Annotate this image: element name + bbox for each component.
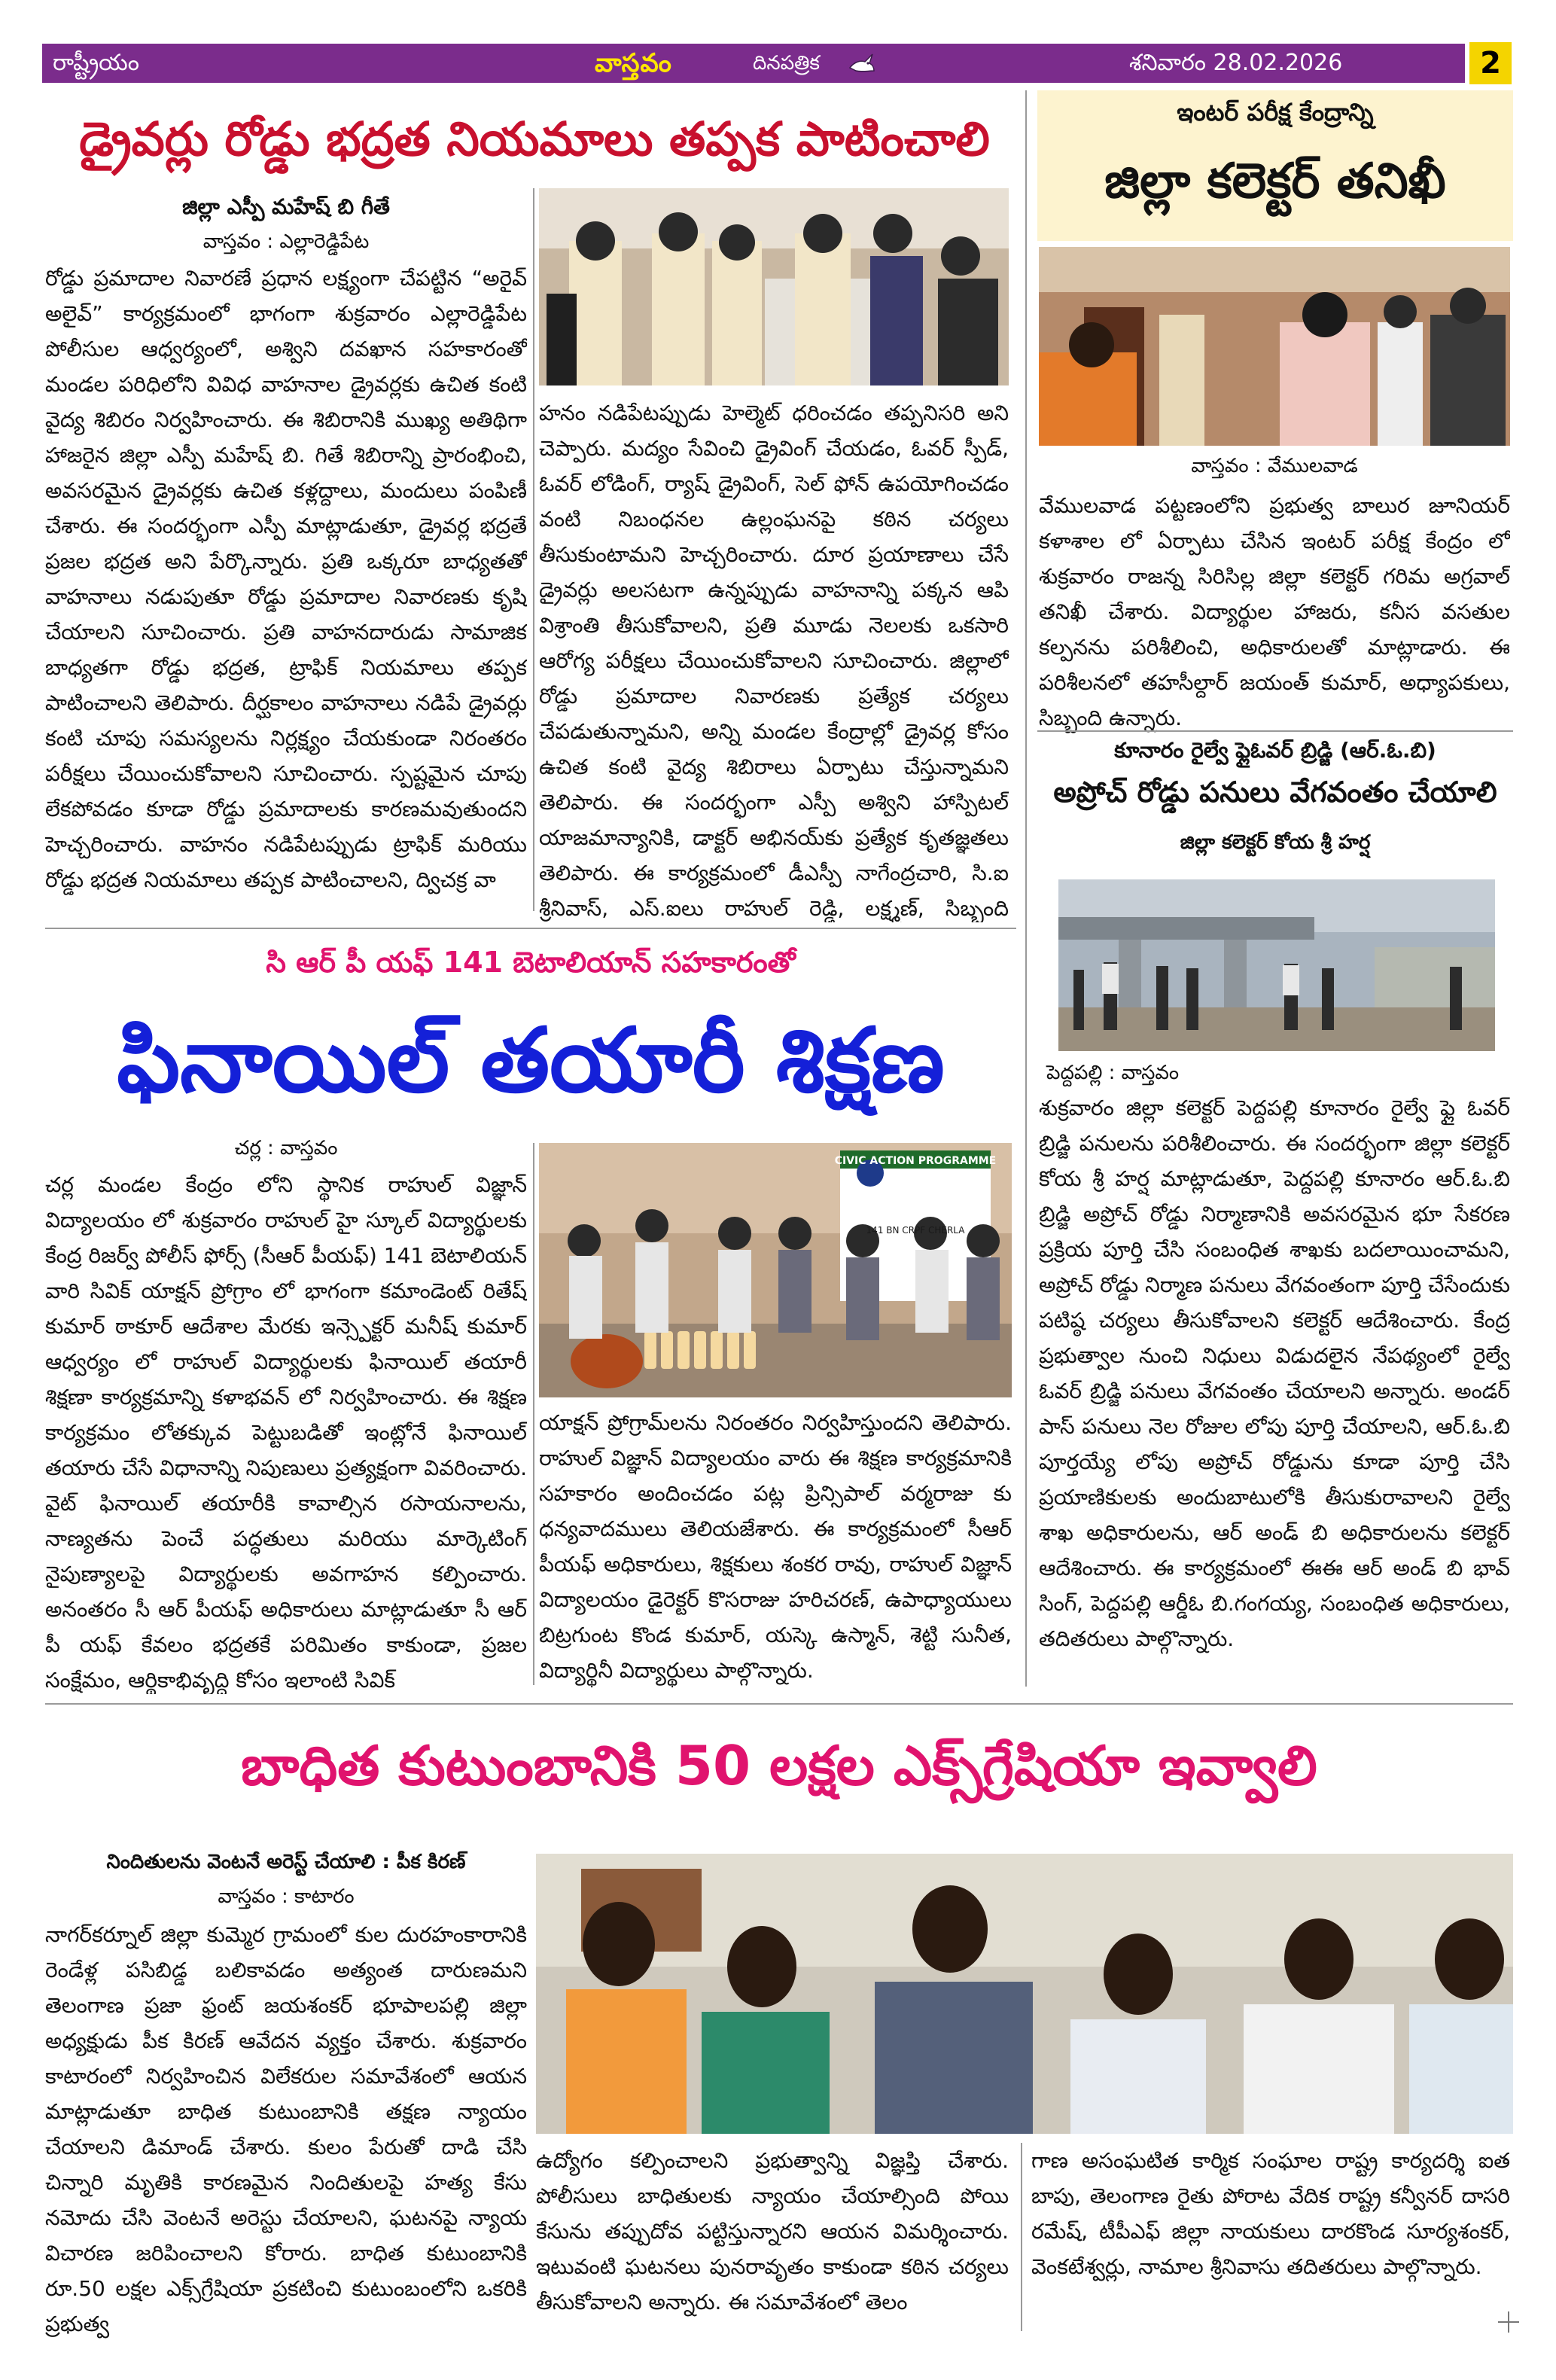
article2-dateline: వాస్తవం : వేములవాడ bbox=[1191, 455, 1358, 477]
article5-headline: బాధిత కుటుంబానికి 50 లక్షల ఎక్స్‌గ్రేషియా ఇవ్వాలి bbox=[241, 1734, 1317, 1797]
article3-dateline: పెద్దపల్లి : వాస్తవం bbox=[1046, 1062, 1180, 1084]
article3-body: శుక్రవారం జిల్లా కలెక్టర్ పెద్దపల్లి కూనారం రైల్వే ఫ్లై ఓవర్ బ్రిడ్జి పనులను పరిశీలించారు. ఈ సందర్భంగా జిల్లా కలెక్టర్ కోయ శ్రీ హర్ష మాట్లాడుతూ, పెద్దపల్లి కూనారం ఆర్.ఓ.బి బ్రిడ్జి అప్రోచ్ రోడ్డు నిర్మాణానికి అవసరమైన భూ సేకరణ ప్రక్రియ పూర్తి చేసి సంబంధిత శాఖకు బదలాయించామని, అప్రోచ్ రోడ్డు నిర్మాణ పనులు వేగవంతంగా పూర్తి చేసేందుకు పటిష్ఠ చర్యలు తీసుకోవాలని కలెక్టర్ ఆదేశించారు. కేంద్ర ప్రభుత్వాల నుంచి నిధులు విడుదలైన నేపథ్యంలో రైల్వే ఓవర్ బ్రిడ్జి పనులు వేగవంతం చేయాలని అన్నారు. అండర్ పాస్ పనులు నెల రోజుల లోపు పూర్తి చేయాలని, ఆర్.ఓ.బి పూర్తయ్యే లోపు అప్రోచ్ రోడ్డును కూడా పూర్తి చేసి ప్రయాణికులకు అందుబాటులోకి తీసుకురావాలని రైల్వే శాఖ అధికారులను, ఆర్ అండ్ బి అధికారులను కలెక్టర్ ఆదేశించారు. ఈ కార్యక్రమంలో ఈఈ ఆర్ అండ్ బి భావ్ సింగ్, పెద్దపల్లి ఆర్డీఓ బి.గంగయ్య, సంబంధిత అధికారులు, తదితరులు పాల్గొన్నారు. bbox=[1039, 1096, 1510, 1651]
article2-headline: జిల్లా కలెక్టర్ తనిఖీ bbox=[1104, 154, 1446, 209]
article5-dateline: వాస్తవం : కాటారం bbox=[218, 1885, 355, 1908]
article1-body-col2: హనం నడిపేటప్పుడు హెల్మెట్ ధరించడం తప్పనిసరి అని చెప్పారు. మద్యం సేవించి డ్రైవింగ్ చేయడం, ఓవర్ స్పీడ్, ఓవర్ లోడింగ్, ర్యాష్ డ్రైవింగ్, సెల్ ఫోన్ ఉపయోగించడం వంటి నిబంధనల ఉల్లంఘనపై కఠిన చర్యలు తీసుకుంటామని హెచ్చరించారు. దూర ప్రయాణాలు చేసే డ్రైవర్లు అలసటగా ఉన్నప్పుడు వాహనాన్ని పక్కన ఆపి విశ్రాంతి తీసుకోవాలని, ప్రతి మూడు నెలలకు ఒకసారి ఆరోగ్య పరీక్షలు చేయించుకోవాలని సూచించారు. జిల్లాలో రోడ్డు ప్రమాదాల నివారణకు ప్రత్యేక చర్యలు చేపడుతున్నామని, అన్ని మండల కేంద్రాల్లో డ్రైవర్ల కోసం ఉచిత కంటి వైద్య శిబిరాలు ఏర్పాటు చేస్తున్నామని తెలిపారు. ఈ సందర్భంగా ఎస్పీ అశ్విని హాస్పిటల్ యాజమాన్యానికి, డాక్టర్ అభినయ్‌కు ప్రత్యేక కృతజ్ఞతలు తెలిపారు. ఈ కార్యక్రమంలో డీఎస్పీ నాగేంద్రచారి, సి.ఐ శ్రీనివాస్, ఎస్.ఐలు రాహుల్ రెడ్డి, లక్ష్మణ్, సిబ్బంది bbox=[539, 401, 1009, 921]
article5-photo-press-meet bbox=[536, 1854, 1513, 2134]
article5-body-col1: నాగర్‌కర్నూల్ జిల్లా కుమ్మెర గ్రామంలో కుల దురహంకారానికి రెండేళ్ల పసిబిడ్డ బలికావడం అత్యంత దారుణమని తెలంగాణ ప్రజా ఫ్రంట్ జయశంకర్ భూపాలపల్లి జిల్లా అధ్యక్షుడు పీక కిరణ్ ఆవేదన వ్యక్తం చేశారు. శుక్రవారం కాటారంలో నిర్వహించిన విలేకరుల సమావేశంలో ఆయన మాట్లాడుతూ బాధిత కుటుంబానికి తక్షణ న్యాయం చేయాలని డిమాండ్ చేశారు. కులం పేరుతో దాడి చేసి చిన్నారి మృతికి కారణమైన నిందితులపై హత్య కేసు నమోదు చేసి వెంటనే అరెస్టు చేయాలని, ఘటనపై న్యాయ విచారణ జరిపించాలని కోరారు. బాధిత కుటుంబానికి రూ.50 లక్షల ఎక్స్‌గ్రేషియా ప్రకటించి కుటుంబంలోని ఒకరికి ప్రభుత్వ bbox=[45, 1922, 527, 2336]
column-rule bbox=[533, 1143, 534, 1685]
column-rule bbox=[1025, 90, 1027, 1687]
article2-kicker: ఇంటర్ పరీక్ష కేంద్రాన్ని bbox=[1177, 98, 1374, 126]
article2-body: వేములవాడ పట్టణంలోని ప్రభుత్వ బాలుర జూనియర్ కళాశాల లో ఏర్పాటు చేసిన ఇంటర్ పరీక్ష కేంద్రం లో శుక్రవారం రాజన్న సిరిసిల్ల జిల్లా కలెక్టర్ గరిమ అగ్రవాల్ తనిఖీ చేశారు. విద్యార్థుల హాజరు, కనీస వసతుల కల్పనను పరిశీలించి, అధికారులతో మాట్లాడారు. ఈ పరిశీలనలో తహసీల్దార్ జయంత్ కుమార్, అధ్యాపకులు, సిబ్బంది ఉన్నారు. bbox=[1039, 493, 1510, 730]
article4-photo-phenyl-training bbox=[539, 1143, 1012, 1397]
column-rule bbox=[533, 188, 534, 911]
article4-kicker: సి ఆర్ పీ యఫ్ 141 బెటాలియాన్ సహకారంతో bbox=[266, 946, 796, 979]
article5-body-col2: ఉద్యోగం కల్పించాలని ప్రభుత్వాన్ని విజ్ఞప్తి చేశారు. పోలీసులు బాధితులకు న్యాయం చేయాల్సింది పోయి కేసును తప్పుదోవ పట్టిస్తున్నారని ఆయన విమర్శించారు. ఇటువంటి ఘటనలు పునరావృతం కాకుండా కఠిన చర్యలు తీసుకోవాలని అన్నారు. ఈ సమావేశంలో తెలం bbox=[536, 2148, 1009, 2314]
issue-date: శనివారం 28.02.2026 bbox=[1129, 50, 1343, 76]
article5-body-col3: గాణ అసంఘటిత కార్మిక సంఘాల రాష్ట్ర కార్యదర్శి ఐత బాపు, తెలంగాణ రైతు పోరాట వేదిక రాష్ట్ర కన్వీనర్ దాసరి రమేష్, టీపీఎఫ్ జిల్లా నాయకులు దారకొండ సూర్యశంకర్, వెంకటేశ్వర్లు, నామాల శ్రీనివాసు తదితరులు పాల్గొన్నారు. bbox=[1031, 2148, 1510, 2279]
section-rule bbox=[45, 1703, 1513, 1705]
article1-headline: డ్రైవర్లు రోడ్డు భద్రత నియమాలు తప్పక పాటించాలి bbox=[79, 111, 990, 166]
registration-mark bbox=[1498, 2311, 1519, 2333]
banner-title: CIVIC ACTION PROGRAMME bbox=[834, 1155, 997, 1167]
section-rule bbox=[45, 928, 1016, 929]
article3-kicker: కూనారం రైల్వే ఫ్లైఓవర్ బ్రిడ్జి (ఆర్.ఓ.బి) bbox=[1114, 738, 1436, 763]
article2-photo-exam-centre bbox=[1039, 247, 1510, 446]
article1-byline: జిల్లా ఎస్పీ మహేష్ బి గీతే bbox=[182, 194, 390, 219]
masthead-suffix: దినపత్రిక bbox=[753, 52, 820, 75]
dove-icon bbox=[847, 48, 877, 78]
banner-subtitle: 141 BN CRPF CHERLA bbox=[866, 1225, 965, 1236]
article4-body-col1: చర్ల మండల కేంద్రం లోని స్థానిక రాహుల్ విజ్ఞాన్ విద్యాలయం లో శుక్రవారం రాహుల్ హై స్కూల్ విద్యార్థులకు కేంద్ర రిజర్వ్ పోలీస్ ఫోర్స్ (సీఆర్ పీయఫ్) 141 బెటాలియన్ వారి సివిక్ యాక్షన్ ప్రోగ్రాం లో భాగంగా కమాండెంట్ రితేష్ కుమార్ ఠాకూర్ ఆదేశాల మేరకు ఇన్స్పెక్టర్ మనీష్ కుమార్ ఆధ్వర్యం లో రాహుల్ విద్యార్థులకు ఫినాయిల్ తయారీ శిక్షణా కార్యక్రమాన్ని కళాభవన్ లో నిర్వహించారు. ఈ శిక్షణ కార్యక్రమం లోతక్కువ పెట్టుబడితో ఇంట్లోనే ఫినాయిల్ తయారు చేసే విధానాన్ని నిపుణులు ప్రత్యక్షంగా వివరించారు. వైట్ ఫినాయిల్ తయారీకి కావాల్సిన రసాయనాలను, నాణ్యతను పెంచే పద్ధతులు మరియు మార్కెటింగ్ నైపుణ్యాలపై విద్యార్థులకు అవగాహన కల్పించారు. అనంతరం సీ ఆర్ పీయఫ్ అధికారులు మాట్లాడుతూ సీ ఆర్ పీ యఫ్ కేవలం భద్రతకే పరిమితం కాకుండా, ప్రజల సంక్షేమం, ఆర్థికాభివృద్ధి కోసం ఇలాంటి సివిక్ bbox=[45, 1172, 527, 1693]
article4-headline: ఫినాయిల్ తయారీ శిక్షణ bbox=[117, 1008, 945, 1112]
article3-byline: జిల్లా కలెక్టర్ కోయ శ్రీ హర్ష bbox=[1180, 831, 1371, 854]
article1-dateline: వాస్తవం : ఎల్లారెడ్డిపేట bbox=[202, 230, 370, 253]
article1-photo-police-eye-camp bbox=[539, 188, 1009, 385]
article3-headline: అప్రోచ్ రోడ్డు పనులు వేగవంతం చేయాలి bbox=[1053, 776, 1497, 809]
article1-body-col1: రోడ్డు ప్రమాదాల నివారణే ప్రధాన లక్ష్యంగా చేపట్టిన “అరైవ్ అలైవ్” కార్యక్రమంలో భాగంగా శుక్రవారం ఎల్లారెడ్డిపేట పోలీసుల ఆధ్వర్యంలో, అశ్విని దవఖాన సహకారంతో మండల పరిధిలోని వివిధ వాహనాల డ్రైవర్లకు ఉచిత కంటి వైద్య శిబిరం నిర్వహించారు. ఈ శిబిరానికి ముఖ్య అతిథిగా హాజరైన జిల్లా ఎస్పీ మహేష్ బి. గితే శిబిరాన్ని ప్రారంభించి, అవసరమైన డ్రైవర్లకు ఉచిత కళ్లద్దాలు, మందులు పంపిణీ చేశారు. ఈ సందర్భంగా ఎస్పీ మాట్లాడుతూ, డ్రైవర్ల భద్రతే ప్రజల భద్రత అని పేర్కొన్నారు. ప్రతి ఒక్కరూ బాధ్యతతో వాహనాలు నడుపుతూ రోడ్డు ప్రమాదాల నివారణకు కృషి చేయాలని సూచించారు. ప్రతి వాహనదారుడు సామాజిక బాధ్యతగా రోడ్డు భద్రత, ట్రాఫిక్ నియమాలు తప్పక పాటించాలని తెలిపారు. దీర్ఘకాలం వాహనాలు నడిపే డ్రైవర్లు కంటి చూపు సమస్యలను నిర్లక్ష్యం చేయకుండా నిరంతరం పరీక్షలు చేయించుకోవాలని సూచించారు. స్పష్టమైన చూపు లేకపోవడం కూడా రోడ్డు ప్రమాదాలకు కారణమవుతుందని హెచ్చరించారు. వాహనం నడిపేటప్పుడు ట్రాఫిక్ మరియు రోడ్డు భద్రత నియమాలు తప్పక పాటించాలని, ద్విచక్ర వా bbox=[45, 266, 527, 892]
article4-body-col2: యాక్షన్ ప్రోగ్రామ్‌లను నిరంతరం నిర్వహిస్తుందని తెలిపారు. రాహుల్ విజ్ఞాన్ విద్యాలయం వారు ఈ శిక్షణ కార్యక్రమానికి సహకారం అందించడం పట్ల ప్రిన్సిపాల్ వర్మరాజు కు ధన్యవాదములు తెలియజేశారు. ఈ కార్యక్రమంలో సీఆర్ పీయఫ్ అధికారులు, శిక్షకులు శంకర రావు, రాహుల్ విజ్ఞాన్ విద్యాలయం డైరెక్టర్ కొసరాజు హరిచరణ్, ఉపాధ్యాయులు బిట్రగుంట కొండ కుమార్, యస్కె ఉస్మాన్, శెట్టి సునీత, విద్యార్థినీ విద్యార్థులు పాల్గొన్నారు. bbox=[539, 1410, 1012, 1683]
column-rule bbox=[1021, 2143, 1022, 2331]
article3-photo-bridge-inspection bbox=[1058, 879, 1495, 1051]
masthead-title: వాస్తవం bbox=[595, 48, 672, 78]
page-number: 2 bbox=[1469, 42, 1512, 84]
article4-dateline: చర్ల : వాస్తవం bbox=[234, 1137, 338, 1160]
section-rule bbox=[1037, 730, 1513, 732]
article5-byline: నిందితులను వెంటనే అరెస్ట్ చేయాలి : పీక కిరణ్ bbox=[106, 1851, 466, 1873]
section-label: రాష్ట్రీయం bbox=[53, 50, 139, 76]
